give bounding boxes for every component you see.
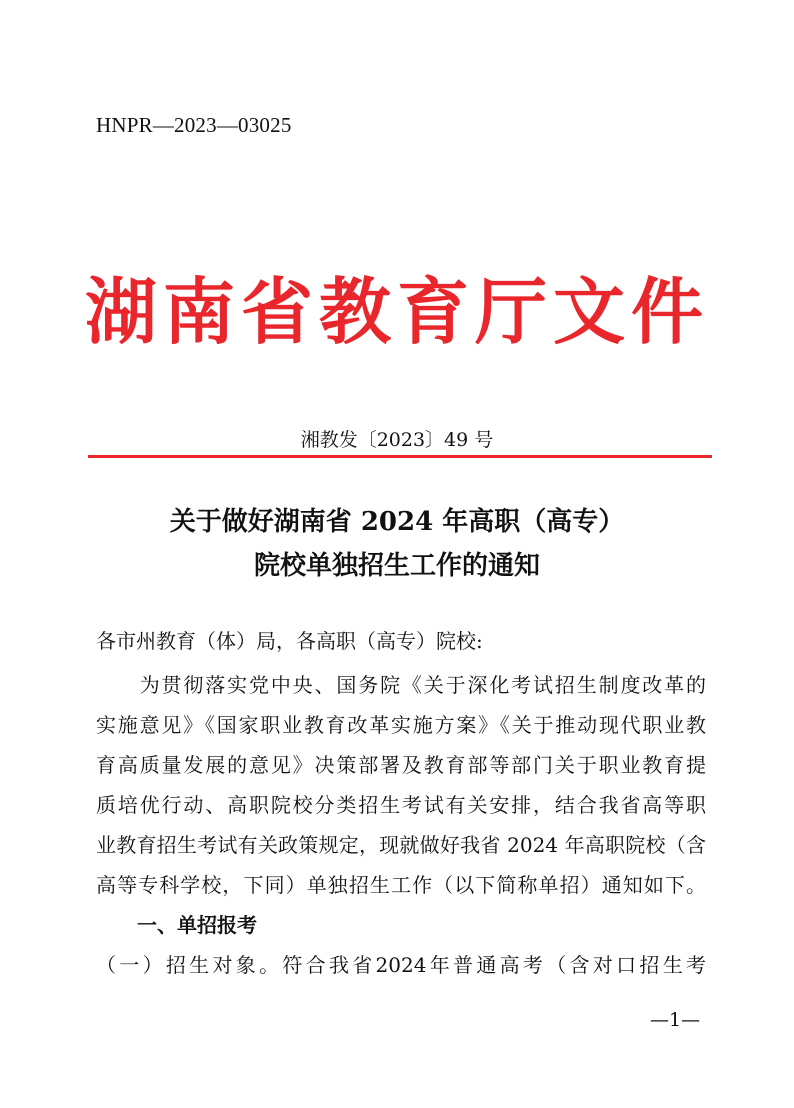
section-heading: 一、单招报考	[137, 913, 257, 937]
salutation: 各市州教育（体）局，各高职（高专）院校:	[96, 629, 483, 653]
body-line: 高等专科学校，下同）单独招生工作（以下简称单招）通知如下。	[96, 873, 706, 897]
document-number: 湘教发〔2023〕49 号	[300, 429, 494, 451]
notice-title	[0, 500, 794, 588]
red-divider	[88, 455, 712, 458]
document-code: HNPR—2023—03025	[96, 113, 292, 137]
body-line: 为贯彻落实党中央、国务院《关于深化考试招生制度改革的	[96, 673, 706, 697]
body-line: 业教育招生考试有关政策规定，现就做好我省 2024 年高职院校（含	[96, 833, 706, 857]
masthead-title: 湖南省教育厅文件	[84, 270, 709, 354]
title-line-1: 关于做好湖南省 2024 年高职（高专）	[169, 507, 625, 537]
page-number: —1—	[650, 1009, 701, 1031]
body-line: 育高质量发展的意见》决策部署及教育部等部门关于职业教育提	[96, 753, 706, 777]
item-paragraph	[96, 945, 706, 985]
item-line: （一）招生对象。符合我省2024年普通高考（含对口招生考	[96, 953, 706, 977]
body-line: 实施意见》《国家职业教育改革实施方案》《关于推动现代职业教	[96, 713, 706, 737]
body-paragraph	[96, 665, 706, 905]
body-line: 质培优行动、高职院校分类招生考试有关安排，结合我省高等职	[96, 793, 706, 817]
title-line-2: 院校单独招生工作的通知	[253, 551, 540, 581]
